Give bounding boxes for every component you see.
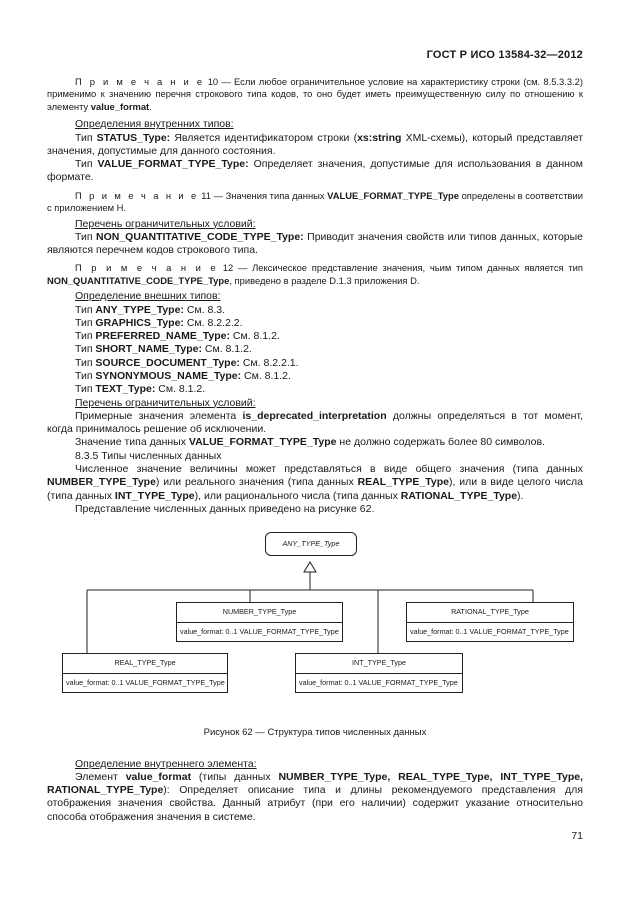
figure-caption: Рисунок 62 — Структура типов численных данных [203,727,427,739]
page-number: 71 [571,830,583,842]
class-name: RATIONAL_TYPE_Type [407,603,573,623]
class-name: REAL_TYPE_Type [63,654,227,674]
internal-types-heading: Определения внутренних типов: [75,118,234,131]
deprecated-constraint: Примерные значения элемента is_deprecated_interpretation должны определяться в тот момент, когда принималось решение об исключении. [47,409,583,436]
external-types-heading: Определение внешних типов: [75,290,221,303]
external-type-item: Тип TEXT_Type: См. 8.1.2. [75,383,206,396]
page-body [47,76,583,824]
note-10: П р и м е ч а н и е 10 — Если любое ограничительное условие на характеристику строки (см. 8.5.3.3.2) применимо к значению перечня строкового типа кодов, то оно будет иметь преимущественную силу по отношению к элементу value_format. [47,76,583,112]
external-type-item: Тип PREFERRED_NAME_Type: См. 8.1.2. [75,330,280,343]
note-12: П р и м е ч а н и е 12 — Лексическое представление значения, чьим типом данных является тип NON_QUANTITATIVE_CODE_TYPE_Type, приведено в разделе D.1.3 приложения D. [47,262,583,286]
class-name: INT_TYPE_Type [296,654,462,674]
class-attribute: value_format: 0..1 VALUE_FORMAT_TYPE_Type [180,627,339,637]
class-name: NUMBER_TYPE_Type [177,603,342,623]
class-attribute: value_format: 0..1 VALUE_FORMAT_TYPE_Type [66,678,225,688]
class-box-real [62,653,228,693]
value-format-limit: Значение типа данных VALUE_FORMAT_TYPE_Type не должно содержать более 80 символов. [75,436,545,449]
note-prefix: П р и м е ч а н и е [75,76,205,87]
class-diagram [47,520,583,720]
numeric-types-paragraph: Численное значение величины может представляться в виде общего значения (типа данных NUMBER_TYPE_Type) или реального значения (типа данных REAL_TYPE_Type), или в виде целого числа (типа данных INT_TYPE_Type), или рационального числа (типа данных RATIONAL_TYPE_Type). [47,463,583,502]
section-title: 8.3.5 Типы численных данных [75,449,222,462]
status-type-def: Тип STATUS_Type: Является идентификатором строки (xs:string XML-схемы), который представляет значения, допустимые для данного состояния. [47,131,583,157]
class-box-rational [406,602,574,642]
external-type-item: Тип SOURCE_DOCUMENT_Type: См. 8.2.2.1. [75,356,299,369]
constraints-heading-1: Перечень ограничительных условий: [75,217,256,230]
external-type-item: Тип SHORT_NAME_Type: См. 8.1.2. [75,343,252,356]
class-attribute: value_format: 0..1 VALUE_FORMAT_TYPE_Type [299,678,458,688]
external-type-item: Тип SYNONYMOUS_NAME_Type: См. 8.1.2. [75,370,291,382]
root-class-box: ANY_TYPE_Type [265,532,357,556]
note-11: П р и м е ч а н и е 11 — Значения типа данных VALUE_FORMAT_TYPE_Type определены в соответствии с приложением H. [47,189,583,214]
external-type-item: Тип ANY_TYPE_Type: См. 8.3. [75,303,225,316]
nq-code-type-def: Тип NON_QUANTITATIVE_CODE_TYPE_Type: Приводит значения свойств или типов данных, которые являются перечнем кодов строкового типа. [47,230,584,257]
document-header: ГОСТ Р ИСО 13584-32—2012 [426,49,583,61]
inheritance-arrow-icon [304,562,316,572]
internal-element-heading: Определение внутреннего элемента: [75,757,257,770]
class-box-number [176,602,343,642]
value-format-type-def: Тип VALUE_FORMAT_TYPE_Type: Определяет значения, допустимые для использования в данном формате. [47,158,583,184]
class-attribute: value_format: 0..1 VALUE_FORMAT_TYPE_Type [410,627,569,637]
constraints-heading-2: Перечень ограничительных условий: [75,396,256,409]
external-type-item: Тип GRAPHICS_Type: См. 8.2.2.2. [75,316,243,329]
value-format-element-def: Элемент value_format (типы данных NUMBER_TYPE_Type, REAL_TYPE_Type, INT_TYPE_Type, RATIONAL_TYPE_Type): Определяет описание типа и длины рекомендуемого представления для отображения значения свойства. Данный атрибут (при его наличии) содержит указание относительно способа отображения значения в системе. [47,770,583,823]
class-box-int [295,653,463,693]
figure-reference: Представление численных данных приведено на рисунке 62. [75,502,375,515]
